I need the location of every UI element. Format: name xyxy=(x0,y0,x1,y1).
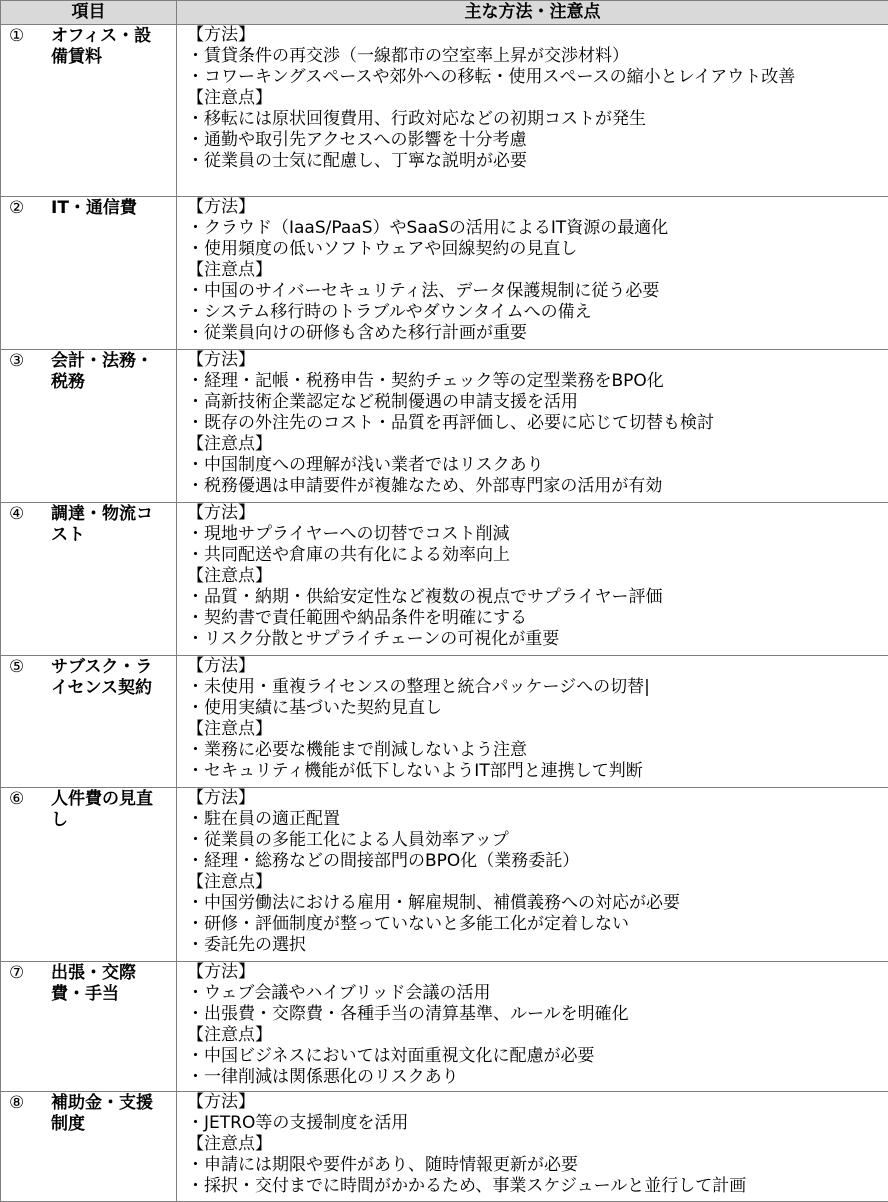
item-cell xyxy=(1,656,177,788)
bullet-line: ・出張費・交際費・各種手当の清算基準、ルールを明確化 xyxy=(187,1004,882,1025)
item-cell xyxy=(1,788,177,962)
bullet-line: ・一律削減は関係悪化のリスクあり xyxy=(187,1067,882,1088)
item-cell xyxy=(1,962,177,1092)
item-name: サブスク・ライセンス契約 xyxy=(51,657,161,699)
bullet-line: ・セキュリティ機能が低下しないようIT部門と連携して判断 xyxy=(187,761,882,782)
item-name: 人件費の見直し xyxy=(51,789,161,831)
methods-cell xyxy=(177,656,888,788)
item-number: ③ xyxy=(9,351,51,393)
bullet-line: ・委託先の選択 xyxy=(187,935,882,956)
bullet-line: ・駐在員の適正配置 xyxy=(187,809,882,830)
bullet-line: ・中国制度への理解が浅い業者ではリスクあり xyxy=(187,455,882,476)
section-heading: 【注意点】 xyxy=(187,719,882,740)
methods-cell xyxy=(177,25,888,197)
section-heading: 【注意点】 xyxy=(187,88,882,109)
bullet-line: ・高新技術企業認定など税制優遇の申請支援を活用 xyxy=(187,392,882,413)
table-row xyxy=(1,788,888,962)
section-heading: 【方法】 xyxy=(187,197,882,218)
item-number: ① xyxy=(9,26,51,68)
bullet-line: ・使用頻度の低いソフトウェアや回線契約の見直し xyxy=(187,239,882,260)
section-heading: 【方法】 xyxy=(187,25,882,46)
bullet-line: ・採択・交付までに時間がかかるため、事業スケジュールと並行して計画 xyxy=(187,1176,882,1197)
bullet-line: ・経理・総務などの間接部門のBPO化（業務委託） xyxy=(187,851,882,872)
bullet-line: ・使用実績に基づいた契約見直し xyxy=(187,698,882,719)
bullet-line: ・賃貸条件の再交渉（一線都市の空室率上昇が交渉材料） xyxy=(187,46,882,67)
header-item: 項目 xyxy=(1,1,177,25)
table-row xyxy=(1,25,888,197)
bullet-line: ・共同配送や倉庫の共有化による効率向上 xyxy=(187,545,882,566)
item-number: ⑤ xyxy=(9,657,51,699)
bullet-line: ・従業員の士気に配慮し、丁寧な説明が必要 xyxy=(187,151,882,172)
bullet-line: ・クラウド（IaaS/PaaS）やSaaSの活用によるIT資源の最適化 xyxy=(187,218,882,239)
item-number: ② xyxy=(9,198,51,219)
bullet-line: ・現地サプライヤーへの切替でコスト削減 xyxy=(187,524,882,545)
item-name: 出張・交際費・手当 xyxy=(51,963,161,1005)
bullet-line: ・JETRO等の支援制度を活用 xyxy=(187,1113,882,1134)
item-number: ⑥ xyxy=(9,789,51,831)
bullet-line: ・システム移行時のトラブルやダウンタイムへの備え xyxy=(187,302,882,323)
item-name: IT・通信費 xyxy=(51,198,161,219)
section-heading: 【方法】 xyxy=(187,350,882,371)
bullet-line: ・業務に必要な機能まで削減しないよう注意 xyxy=(187,740,882,761)
bullet-line: ・契約書で責任範囲や納品条件を明確にする xyxy=(187,608,882,629)
bullet-line: ・品質・納期・供給安定性など複数の視点でサプライヤー評価 xyxy=(187,587,882,608)
item-number: ⑦ xyxy=(9,963,51,1005)
section-heading: 【注意点】 xyxy=(187,260,882,281)
item-cell xyxy=(1,197,177,350)
item-cell xyxy=(1,350,177,503)
table-row xyxy=(1,1092,888,1202)
bullet-line: ・移転には原状回復費用、行政対応などの初期コストが発生 xyxy=(187,109,882,130)
bullet-line: ・中国のサイバーセキュリティ法、データ保護規制に従う必要 xyxy=(187,281,882,302)
header-methods: 主な方法・注意点 xyxy=(177,1,888,25)
item-cell xyxy=(1,503,177,656)
item-number: ⑧ xyxy=(9,1093,51,1135)
bullet-line: ・従業員の多能工化による人員効率アップ xyxy=(187,830,882,851)
methods-cell xyxy=(177,788,888,962)
section-heading: 【注意点】 xyxy=(187,1025,882,1046)
item-name: 会計・法務・税務 xyxy=(51,351,161,393)
table-row xyxy=(1,962,888,1092)
section-heading: 【注意点】 xyxy=(187,434,882,455)
bullet-line: ・中国ビジネスにおいては対面重視文化に配慮が必要 xyxy=(187,1046,882,1067)
table-row xyxy=(1,656,888,788)
bullet-line: ・既存の外注先のコスト・品質を再評価し、必要に応じて切替も検討 xyxy=(187,413,882,434)
item-number: ④ xyxy=(9,504,51,546)
item-name: 調達・物流コスト xyxy=(51,504,161,546)
section-heading: 【方法】 xyxy=(187,1092,882,1113)
table-row xyxy=(1,503,888,656)
section-heading: 【方法】 xyxy=(187,656,882,677)
section-heading: 【方法】 xyxy=(187,962,882,983)
bullet-line: ・通勤や取引先アクセスへの影響を十分考慮 xyxy=(187,130,882,151)
section-heading: 【注意点】 xyxy=(187,566,882,587)
item-cell xyxy=(1,25,177,197)
bullet-line: ・申請には期限や要件があり、随時情報更新が必要 xyxy=(187,1155,882,1176)
bullet-line: ・従業員向けの研修も含めた移行計画が重要 xyxy=(187,323,882,344)
methods-cell xyxy=(177,197,888,350)
section-heading: 【注意点】 xyxy=(187,872,882,893)
bullet-line: ・税務優遇は申請要件が複雑なため、外部専門家の活用が有効 xyxy=(187,476,882,497)
bullet-line: ・研修・評価制度が整っていないと多能工化が定着しない xyxy=(187,914,882,935)
methods-cell xyxy=(177,1092,888,1202)
item-cell xyxy=(1,1092,177,1202)
methods-cell xyxy=(177,962,888,1092)
bullet-line: ・リスク分散とサプライチェーンの可視化が重要 xyxy=(187,629,882,650)
bullet-line: ・中国労働法における雇用・解雇規制、補償義務への対応が必要 xyxy=(187,893,882,914)
section-heading: 【注意点】 xyxy=(187,1134,882,1155)
methods-cell xyxy=(177,503,888,656)
bullet-line: ・未使用・重複ライセンスの整理と統合パッケージへの切替| xyxy=(187,677,882,698)
methods-cell xyxy=(177,350,888,503)
header-row xyxy=(1,1,888,25)
bullet-line: ・ウェブ会議やハイブリッド会議の活用 xyxy=(187,983,882,1004)
item-name: オフィス・設備賃料 xyxy=(51,26,161,68)
bullet-line: ・経理・記帳・税務申告・契約チェック等の定型業務をBPO化 xyxy=(187,371,882,392)
table-row xyxy=(1,350,888,503)
table-row xyxy=(1,197,888,350)
section-heading: 【方法】 xyxy=(187,788,882,809)
item-name: 補助金・支援制度 xyxy=(51,1093,161,1135)
section-heading: 【方法】 xyxy=(187,503,882,524)
bullet-line: ・コワーキングスペースや郊外への移転・使用スペースの縮小とレイアウト改善 xyxy=(187,67,882,88)
